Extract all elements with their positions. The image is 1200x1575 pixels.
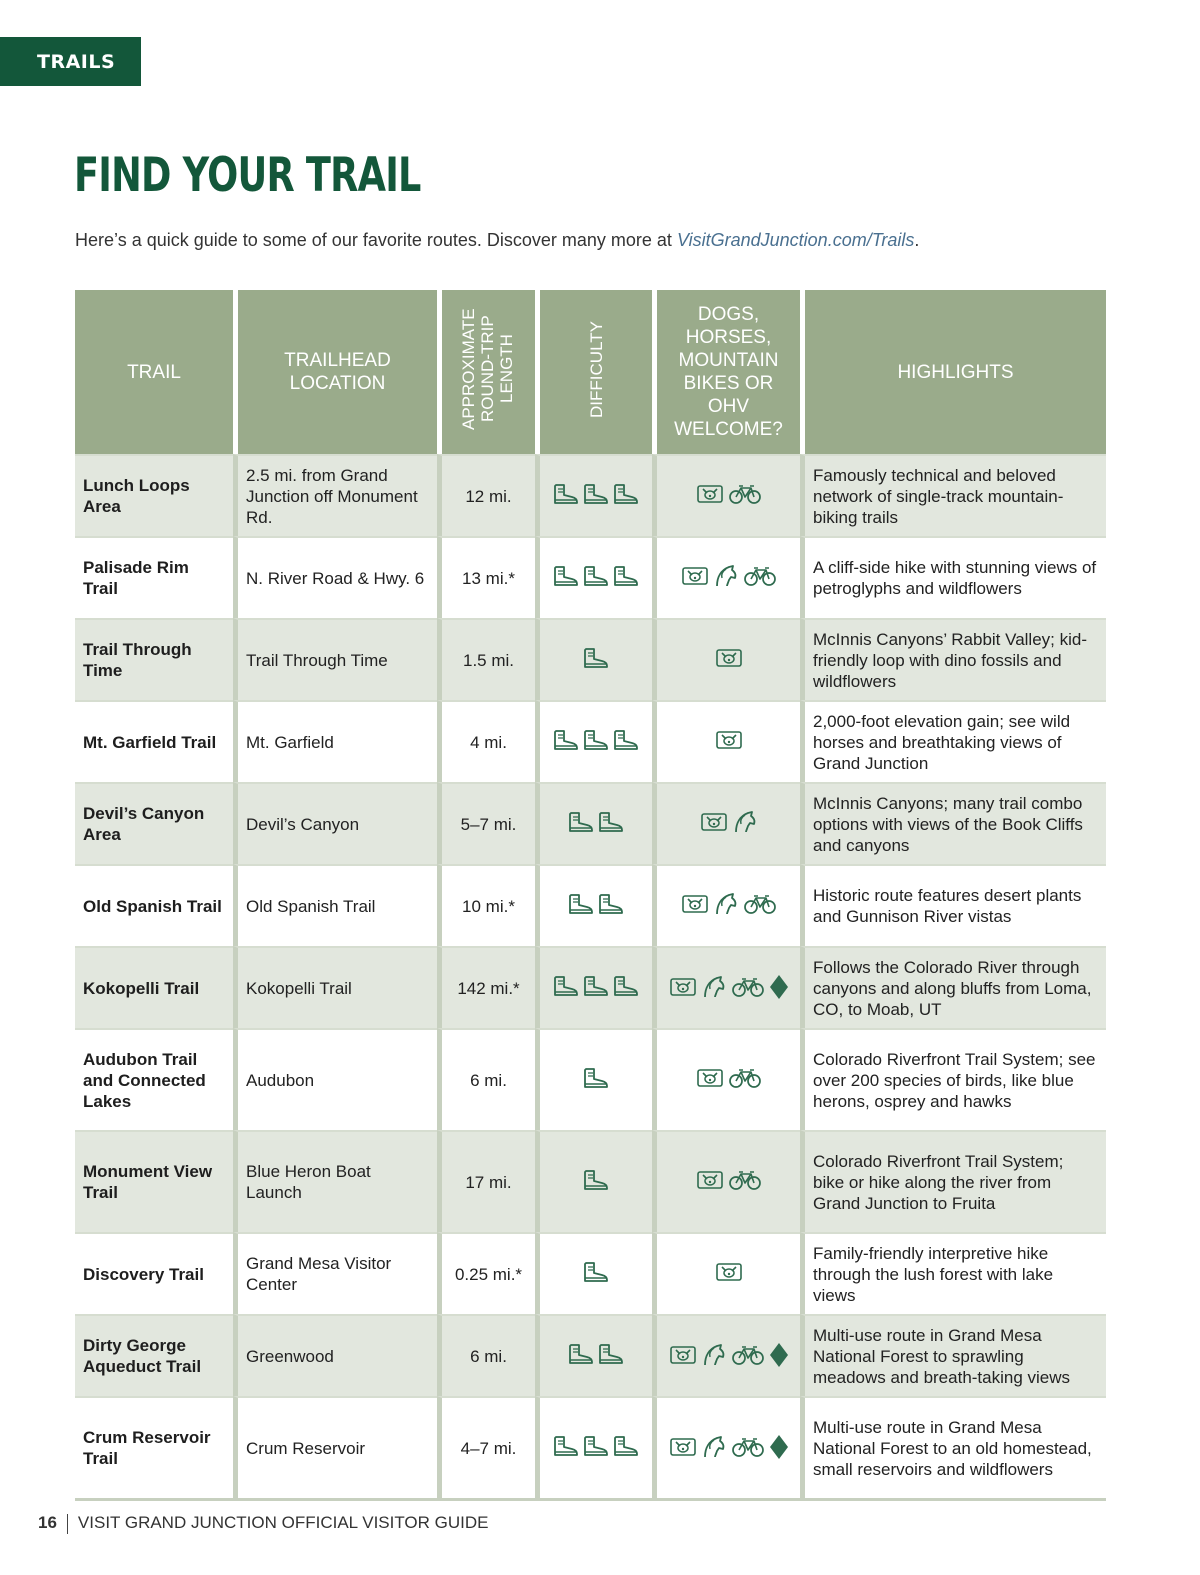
page-title: FIND YOUR TRAIL [74,148,421,203]
header-trailhead: TRAILHEAD LOCATION [233,290,437,454]
dog-icon [700,811,728,833]
trail-highlights: Multi-use route in Grand Mesa National Forest to an old homestead, small reservoirs and wildflowers [800,1396,1106,1501]
trailhead-location: Old Spanish Trail [233,864,437,946]
header-welcome: DOGS, HORSES, MOUNTAIN BIKES OR OHV WELCOME? [652,290,800,454]
welcome-cell [652,782,800,864]
difficulty-icons [553,483,639,505]
trail-length: 6 mi. [437,1028,535,1130]
bicycle-icon [731,976,765,998]
hiking-boot-icon [613,729,639,751]
trail-highlights: A cliff-side hike with stunning views of petroglyphs and wildflowers [800,536,1106,618]
difficulty-cell [535,1396,652,1501]
bicycle-icon [743,893,777,915]
horse-icon [732,810,758,834]
footer-divider [67,1514,68,1534]
welcome-cell [652,536,800,618]
ohv-diamond-icon [769,1342,789,1368]
hiking-boot-icon [568,893,594,915]
trail-length: 4–7 mi. [437,1396,535,1501]
hiking-boot-icon [553,565,579,587]
trail-length: 12 mi. [437,454,535,536]
table-row [75,618,1106,700]
dog-icon [669,1436,697,1458]
welcome-icons [715,647,743,669]
welcome-icons [715,729,743,751]
bicycle-icon [731,1436,765,1458]
table-row [75,946,1106,1028]
bicycle-icon [743,565,777,587]
welcome-cell [652,1396,800,1501]
dog-icon [669,1344,697,1366]
table-row [75,454,1106,536]
trail-length: 10 mi.* [437,864,535,946]
dog-icon [696,483,724,505]
table-row [75,1396,1106,1501]
trail-highlights: Famously technical and beloved network of single-track mountain-biking trails [800,454,1106,536]
welcome-icons [681,892,777,916]
hiking-boot-icon [583,1261,609,1283]
trail-length: 4 mi. [437,700,535,782]
difficulty-icons [568,1343,624,1365]
trail-highlights: Family-friendly interpretive hike through the lush forest with lake views [800,1232,1106,1314]
welcome-cell [652,700,800,782]
header-length [437,290,535,454]
trail-name: Old Spanish Trail [75,864,233,946]
section-tab: TRAILS [0,37,141,86]
difficulty-icons [583,1261,609,1283]
trailhead-location: Grand Mesa Visitor Center [233,1232,437,1314]
difficulty-cell [535,536,652,618]
trail-name: Audubon Trail and Connected Lakes [75,1028,233,1130]
hiking-boot-icon [583,1435,609,1457]
difficulty-icons [553,975,639,997]
footer-text: VISIT GRAND JUNCTION OFFICIAL VISITOR GUIDE [77,1513,489,1532]
welcome-cell [652,864,800,946]
trail-name: Discovery Trail [75,1232,233,1314]
table-row [75,1232,1106,1314]
table-row [75,782,1106,864]
welcome-cell [652,1232,800,1314]
header-trail: TRAIL [75,290,233,454]
difficulty-cell [535,782,652,864]
trail-name: Monument View Trail [75,1130,233,1232]
trailhead-location: Devil’s Canyon [233,782,437,864]
horse-icon [713,892,739,916]
hiking-boot-icon [598,893,624,915]
trailhead-location: Blue Heron Boat Launch [233,1130,437,1232]
dog-icon [715,729,743,751]
hiking-boot-icon [568,811,594,833]
table-row [75,1028,1106,1130]
difficulty-cell [535,1028,652,1130]
hiking-boot-icon [598,1343,624,1365]
dog-icon [696,1169,724,1191]
trail-name: Dirty George Aqueduct Trail [75,1314,233,1396]
hiking-boot-icon [583,483,609,505]
ohv-diamond-icon [769,1434,789,1460]
dog-icon [715,1261,743,1283]
welcome-cell [652,1314,800,1396]
hiking-boot-icon [553,483,579,505]
welcome-icons [715,1261,743,1283]
trail-name: Crum Reservoir Trail [75,1396,233,1501]
welcome-icons [696,1169,762,1191]
trail-highlights: McInnis Canyons; many trail combo options with views of the Book Cliffs and canyons [800,782,1106,864]
trailhead-location: Audubon [233,1028,437,1130]
dog-icon [696,1067,724,1089]
welcome-icons [700,810,758,834]
difficulty-icons [568,893,624,915]
welcome-cell [652,1130,800,1232]
welcome-cell [652,454,800,536]
trail-name: Lunch Loops Area [75,454,233,536]
difficulty-cell [535,454,652,536]
table-header-row [75,290,1106,454]
welcome-cell [652,618,800,700]
table-row [75,864,1106,946]
difficulty-icons [553,565,639,587]
trailhead-location: N. River Road & Hwy. 6 [233,536,437,618]
trail-highlights: 2,000-foot elevation gain; see wild horses and breathtaking views of Grand Junction [800,700,1106,782]
difficulty-icons [553,729,639,751]
horse-icon [701,1435,727,1459]
hiking-boot-icon [553,975,579,997]
trail-table-body [75,454,1106,1501]
hiking-boot-icon [553,729,579,751]
trails-link[interactable]: VisitGrandJunction.com/Trails [676,230,915,250]
trail-length: 5–7 mi. [437,782,535,864]
hiking-boot-icon [568,1343,594,1365]
trail-highlights: Follows the Colorado River through canyons and along bluffs from Loma, CO, to Moab, UT [800,946,1106,1028]
table-row [75,1314,1106,1396]
trail-highlights: Colorado Riverfront Trail System; see over 200 species of birds, like blue herons, osprey and hawks [800,1028,1106,1130]
difficulty-cell [535,618,652,700]
difficulty-cell [535,1130,652,1232]
hiking-boot-icon [553,1435,579,1457]
trail-highlights: Colorado Riverfront Trail System; bike or hike along the river from Grand Junction to Fruita [800,1130,1106,1232]
trail-name: Mt. Garfield Trail [75,700,233,782]
header-difficulty-label: DIFFICULTY [586,320,606,418]
difficulty-cell [535,946,652,1028]
trail-length: 1.5 mi. [437,618,535,700]
trail-highlights: Multi-use route in Grand Mesa National Forest to sprawling meadows and breath-taking views [800,1314,1106,1396]
hiking-boot-icon [613,565,639,587]
hiking-boot-icon [583,1067,609,1089]
difficulty-cell [535,1314,652,1396]
table-row [75,1130,1106,1232]
dog-icon [681,565,709,587]
page-number: 16 [38,1513,57,1532]
trail-name: Palisade Rim Trail [75,536,233,618]
welcome-icons [669,1434,789,1460]
trail-length: 142 mi.* [437,946,535,1028]
dog-icon [715,647,743,669]
table-row [75,536,1106,618]
horse-icon [701,1343,727,1367]
difficulty-cell [535,1232,652,1314]
footer [38,1513,489,1534]
trail-length: 6 mi. [437,1314,535,1396]
trailhead-location: Greenwood [233,1314,437,1396]
hiking-boot-icon [583,647,609,669]
difficulty-cell [535,700,652,782]
hiking-boot-icon [583,975,609,997]
table-row [75,700,1106,782]
horse-icon [701,975,727,999]
header-highlights: HIGHLIGHTS [800,290,1106,454]
hiking-boot-icon [613,1435,639,1457]
ohv-diamond-icon [769,974,789,1000]
bicycle-icon [728,1169,762,1191]
trail-length: 0.25 mi.* [437,1232,535,1314]
difficulty-icons [583,1169,609,1191]
trail-table [75,290,1106,1501]
difficulty-icons [568,811,624,833]
dog-icon [681,893,709,915]
welcome-icons [669,974,789,1000]
intro-body: Here’s a quick guide to some of our favorite routes. Discover many more at [75,230,677,250]
difficulty-icons [583,1067,609,1089]
trail-name: Trail Through Time [75,618,233,700]
hiking-boot-icon [613,975,639,997]
horse-icon [713,564,739,588]
welcome-icons [696,483,762,505]
hiking-boot-icon [598,811,624,833]
hiking-boot-icon [583,565,609,587]
dog-icon [669,976,697,998]
welcome-cell [652,946,800,1028]
trail-length: 17 mi. [437,1130,535,1232]
trail-name: Devil’s Canyon Area [75,782,233,864]
header-length-label: APPROXIMATE ROUND-TRIP LENGTH [458,308,516,430]
trail-length: 13 mi.* [437,536,535,618]
difficulty-icons [583,647,609,669]
trailhead-location: Kokopelli Trail [233,946,437,1028]
trail-highlights: McInnis Canyons’ Rabbit Valley; kid-friendly loop with dino fossils and wildflowers [800,618,1106,700]
difficulty-icons [553,1435,639,1457]
hiking-boot-icon [583,1169,609,1191]
trailhead-location: 2.5 mi. from Grand Junction off Monument Rd. [233,454,437,536]
bicycle-icon [728,483,762,505]
welcome-icons [696,1067,762,1089]
trail-name: Kokopelli Trail [75,946,233,1028]
header-difficulty [535,290,652,454]
welcome-icons [669,1342,789,1368]
welcome-icons [681,564,777,588]
bicycle-icon [731,1344,765,1366]
trail-highlights: Historic route features desert plants and Gunnison River vistas [800,864,1106,946]
welcome-cell [652,1028,800,1130]
hiking-boot-icon [583,729,609,751]
bicycle-icon [728,1067,762,1089]
intro-text [75,230,919,251]
trailhead-location: Mt. Garfield [233,700,437,782]
difficulty-cell [535,864,652,946]
trailhead-location: Crum Reservoir [233,1396,437,1501]
intro-end: . [914,230,920,250]
hiking-boot-icon [613,483,639,505]
trailhead-location: Trail Through Time [233,618,437,700]
